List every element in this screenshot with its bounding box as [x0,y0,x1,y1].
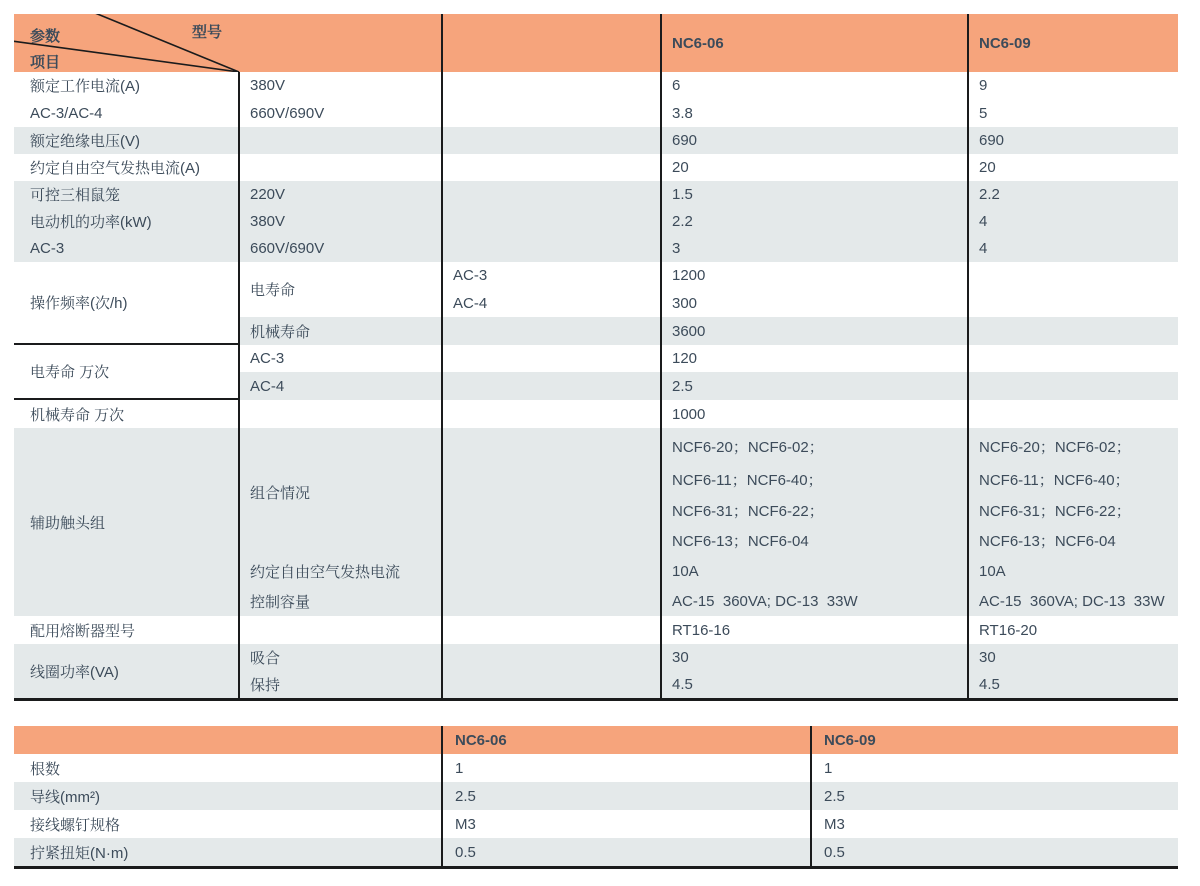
empty-cell [441,644,660,698]
value-cell: 4 [967,208,1178,235]
empty-cell [967,372,1178,400]
corner-label-item: 项目 [30,54,61,71]
value-cell: M3 [441,810,810,838]
empty-cell [441,616,660,644]
value-cell: NCF6-31；NCF6-22； [967,495,1178,525]
empty-cell [967,345,1178,372]
empty-cell [441,428,660,616]
value-cell: 5 [967,99,1178,127]
value-cell: NCF6-13；NCF6-04 [660,525,967,556]
sub-label-combination: 组合情况 [238,428,441,556]
row-label-mechanical-life: 机械寿命 万次 [30,406,125,424]
corner-label-param: 参数 [30,28,61,45]
empty-cell [238,616,441,644]
label-line: 额定工作电流(A) [30,78,140,95]
value-cell: 10A [660,556,967,586]
value-cell: 4 [967,235,1178,262]
value-cell: 2.5 [810,782,1178,810]
empty-cell [441,400,660,428]
value-cell: NCF6-20；NCF6-02； [967,428,1178,464]
sub-label-660v: 660V/690V [238,235,441,262]
value-cell: AC-15 360VA; DC-13 33W [660,586,967,616]
empty-cell [967,400,1178,428]
value-cell: 10A [967,556,1178,586]
empty-cell [441,317,660,345]
value-cell: AC-15 360VA; DC-13 33W [967,586,1178,616]
column-header-nc6-09: NC6-09 [810,726,1178,754]
row-label-operation-frequency: 操作频率(次/h) [14,262,238,345]
value-cell: 1 [810,754,1178,782]
sub-label-380v: 380V [238,72,441,99]
value-cell: NCF6-11；NCF6-40； [660,464,967,495]
label-line: AC-3 [30,240,65,257]
value-cell: 2.2 [660,208,967,235]
value-cell: 690 [660,127,967,154]
sub-label-660v: 660V/690V [238,99,441,127]
empty-cell [238,154,441,181]
value-cell: 120 [660,345,967,372]
empty-cell [967,262,1178,317]
diagonal-divider [14,14,441,72]
empty-cell [238,127,441,154]
corner-label-model: 型号 [192,24,223,41]
empty-cell [441,72,660,127]
value-cell: 4.5 [660,671,967,698]
sub-label-control-capacity: 控制容量 [238,586,441,616]
sub-label-hold: 保持 [238,671,441,698]
sub-label-thermal-current: 约定自由空气发热电流 [238,556,441,586]
value-cell: 3 [660,235,967,262]
value-cell: 4.5 [967,671,1178,698]
sub-label-ac4: AC-4 [238,372,441,400]
header-spacer-cell [441,14,660,72]
value-cell: 1.5 [660,181,967,208]
value-cell: 690 [967,127,1178,154]
value-cell: 30 [967,644,1178,671]
value-cell: 3.8 [660,99,967,127]
row-label-rated-current [14,72,238,127]
empty-cell [441,345,660,372]
value-cell: 20 [967,154,1178,181]
value-cell: 1 [441,754,810,782]
row-label-wire-size: 导线(mm²) [14,782,441,810]
value-cell: 2.2 [967,181,1178,208]
sub-label-ac4: AC-4 [441,289,660,317]
value-cell: 2.5 [441,782,810,810]
label-line: AC-3/AC-4 [30,104,103,122]
sub-label-ac3: AC-3 [238,345,441,372]
value-cell: 20 [660,154,967,181]
value-cell: 30 [660,644,967,671]
value-cell: 3600 [660,317,967,345]
value-cell: M3 [810,810,1178,838]
empty-cell [238,400,441,428]
empty-cell [441,181,660,262]
column-header-nc6-06: NC6-06 [660,14,967,72]
value-cell: RT16-20 [967,616,1178,644]
row-label-torque: 拧紧扭矩(N·m) [14,838,441,866]
row-label-electrical-life: 电寿命 万次 [14,345,238,400]
value-cell: 1200 [660,262,967,289]
row-label-wire-count: 根数 [30,760,61,778]
sub-label-mechanical-life: 机械寿命 [238,317,441,345]
value-cell: 6 [660,72,967,99]
value-cell: NCF6-31；NCF6-22； [660,495,967,525]
row-label-screw-spec: 接线螺钉规格 [30,816,121,834]
sub-label-electrical-life: 电寿命 [238,262,441,317]
row-label-fuse-model: 配用熔断器型号 [30,622,136,640]
sub-label-pickup: 吸合 [238,644,441,671]
row-label-coil-power: 线圈功率(VA) [14,644,238,698]
column-header-nc6-09: NC6-09 [967,14,1178,72]
label-line: 可控三相鼠笼 [30,187,121,204]
sub-label-380v: 380V [238,208,441,235]
column-header-nc6-06: NC6-06 [441,726,810,754]
row-label-thermal-current: 约定自由空气发热电流(A) [30,160,200,177]
spec-table [14,14,1178,701]
sub-label-ac3: AC-3 [441,262,660,289]
value-cell: RT16-16 [660,616,967,644]
value-cell: 0.5 [441,838,810,866]
empty-cell [441,372,660,400]
value-cell: NCF6-20；NCF6-02； [660,428,967,464]
value-cell: 9 [967,72,1178,99]
value-cell: NCF6-11；NCF6-40； [967,464,1178,495]
wiring-table [14,726,1178,869]
corner-header-cell [14,14,441,72]
value-cell: NCF6-13；NCF6-04 [967,525,1178,556]
empty-cell [441,127,660,154]
value-cell: 300 [660,289,967,317]
sub-label-220v: 220V [238,181,441,208]
value-cell: 2.5 [660,372,967,400]
value-cell: 1000 [660,400,967,428]
row-label-auxiliary-contacts: 辅助触头组 [14,428,238,616]
header-spacer-cell [14,726,441,754]
value-cell: 0.5 [810,838,1178,866]
empty-cell [967,317,1178,345]
label-line: 电动机的功率(kW) [30,214,152,231]
row-label-insulation-voltage: 额定绝缘电压(V) [14,127,238,154]
row-label-motor-power [14,181,238,262]
empty-cell [441,154,660,181]
